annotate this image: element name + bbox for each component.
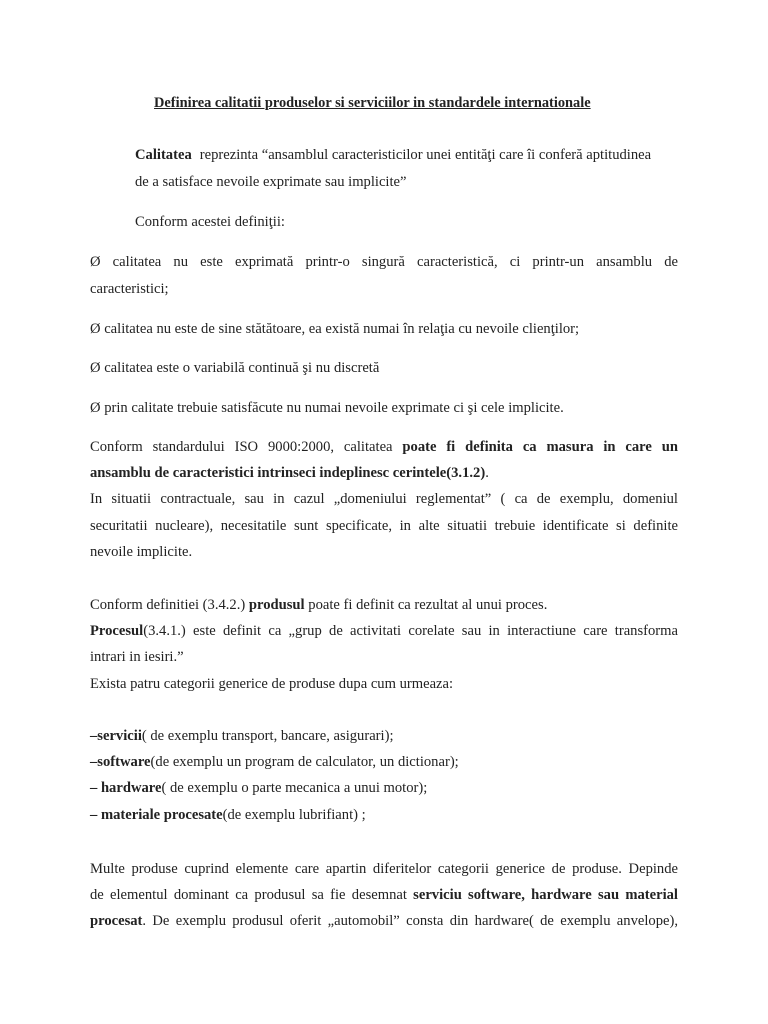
final-line1: Multe produse cuprind elemente care apartin diferitelor categorii generice de produse. Depinde — [90, 861, 678, 877]
definition-text: reprezinta “ansamblul caracteristicilor unei entităţi care îi conferă aptitudinea — [199, 147, 652, 163]
final-line2: de elementul dominant ca produsul sa fie desemnat serviciu software, hardware sau material — [90, 887, 678, 903]
criterion-line1: Ø calitatea nu este exprimată printr-o singură caracteristică, ci printr-un ansamblu de — [90, 254, 678, 270]
criterion-line4: Ø prin calitate trebuie satisfăcute nu numai nevoile exprimate ci şi cele implicite. — [90, 400, 564, 416]
list-item: – hardware( de exemplu o parte mecanica a unui motor); — [90, 780, 428, 796]
list-item: –servicii( de exemplu transport, bancare, asigurari); — [90, 728, 394, 744]
paragraph-calitatea-line2: de a satisface nevoile exprimate sau implicite” — [135, 174, 407, 190]
criterion-line1-cont: caracteristici; — [90, 281, 169, 297]
final-line3: procesat. De exemplu produsul oferit „automobil” consta din hardware( de exemplu anvelope), — [90, 913, 678, 929]
criterion-line3: Ø calitatea este o variabilă continuă şi nu discretă — [90, 360, 380, 376]
product-line1: Conform definitiei (3.4.2.) produsul poate fi definit ca rezultat al unui proces. — [90, 597, 548, 613]
iso-line2: ansamblu de caracteristici intrinseci indeplinesc cerintele(3.1.2). — [90, 465, 489, 481]
iso-line5: nevoile implicite. — [90, 544, 193, 560]
process-line1: Procesul(3.4.1.) este definit ca „grup de activitati corelate sau in interactiune care transforma — [90, 623, 678, 639]
list-item: –software(de exemplu un program de calculator, un dictionar); — [90, 754, 459, 770]
paragraph-conform-definitii: Conform acestei definiţii: — [135, 214, 285, 230]
criterion-line2: Ø calitatea nu este de sine stătătoare, ea există numai în relaţia cu nevoile clienţilor; — [90, 321, 580, 337]
list-item: – materiale procesate(de exemplu lubrifiant) ; — [90, 807, 366, 823]
iso-line4: securitatii nucleare), necesitatile sunt specificate, in alte situatii trebuie identificate si definite — [90, 518, 678, 534]
term-calitatea: Calitatea — [135, 147, 192, 163]
process-line2: intrari in iesiri.” — [90, 649, 184, 665]
iso-line3: In situatii contractuale, sau in cazul „domeniului reglementat” ( ca de exemplu, domeniul — [90, 491, 678, 507]
document-title: Definirea calitatii produselor si serviciilor in standardele internationale — [154, 95, 591, 111]
categories-intro: Exista patru categorii generice de produse dupa cum urmeaza: — [90, 676, 454, 692]
paragraph-calitatea-line1 — [135, 146, 677, 164]
iso-line1: Conform standardului ISO 9000:2000, calitatea poate fi definita ca masura in care un — [90, 439, 678, 455]
